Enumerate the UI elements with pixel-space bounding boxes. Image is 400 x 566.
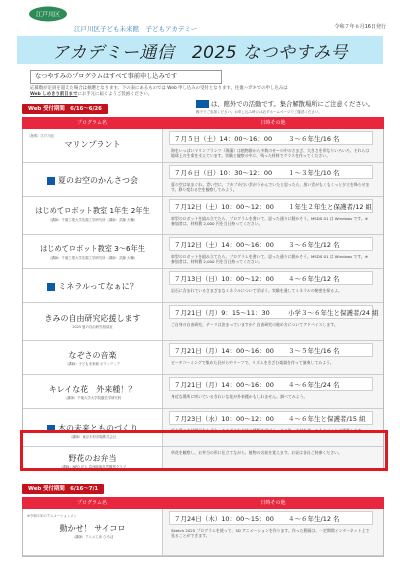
logo-text: 江戸川区 (35, 11, 61, 19)
page-title: アカデミー通信 2025 なつやすみ号 (52, 42, 348, 63)
program-row (23, 197, 383, 235)
program-title[interactable] (23, 244, 162, 254)
datetime-cell (163, 197, 383, 234)
program-title[interactable] (23, 281, 162, 292)
program-description: 車型のロボットを組み立てたら、プログラムを書いて、思った通りに動かそう。MSDS 01 は Windows です。※参加者は、材料費 2,000 円を当日持ってください。 (171, 216, 369, 227)
program-date: ７月21日（月）14：00～16：00 (174, 381, 274, 389)
program-title-text: 動かせ！ サイコロ (59, 524, 126, 533)
intro-deadline: Web しめきり前日まで (30, 92, 78, 98)
program-date: ７月21日（月）9：15～11：30 (174, 309, 270, 317)
section1-tab: Web 受付期間 6/16～6/26 (22, 104, 108, 114)
column-program: プログラム名 (77, 120, 107, 126)
program-row (23, 375, 383, 409)
program-cell (23, 341, 163, 374)
program-date: ７月５日（土）14：00～16：00 (174, 135, 273, 143)
datetime-box (169, 165, 373, 179)
program-title[interactable] (23, 139, 162, 150)
datetime-box (169, 305, 379, 319)
program-date: ７月23日（水）10：00～12：00 (174, 415, 274, 423)
program-target: ３～６年生/12 名 (288, 241, 340, 249)
program-title-text: マリンプラント (64, 140, 121, 149)
program-cell (23, 163, 163, 196)
program-title[interactable] (23, 206, 162, 216)
datetime-box (169, 271, 373, 285)
program-target: ３～５年生/16 名 (288, 347, 340, 355)
program-target: ４～６年生/24 名 (288, 381, 340, 389)
title-banner (17, 36, 383, 64)
program-title-text: はじめてロボット教室 1年生 2年生 (35, 206, 150, 215)
datetime-cell (163, 235, 383, 268)
program-date: ７月24日（木）10：00～15：00 (174, 515, 274, 523)
program-description: 草花を観察し、お弁当の形に仕立てながら、植物の名前を覚えます。お昼は各自ご持参ください。 (171, 450, 342, 455)
program-cell (23, 235, 163, 268)
program-target: 小学３～６年生と保護者/24 組 (288, 309, 379, 317)
program-org: （講師）東京木材市場株式会社 (68, 435, 117, 439)
program-title[interactable] (23, 384, 162, 395)
program-org: （講師）千葉工業大学先端工学研究所（講師：武藤 大輔） (47, 218, 138, 222)
program-target: ４～６年生/12 名 (288, 275, 340, 283)
program-description: ビーチコーミングで集めた貝がらやリーフで、リズムをきざむ楽器を作って演奏してみよう。 (171, 360, 334, 365)
program-cell (23, 269, 163, 302)
program-org: （講師）千葉大学大学院園芸学研究科 (63, 396, 122, 400)
highlight-frame (20, 430, 388, 471)
program-date: ７月６日（日）10：30～12：00 (174, 169, 273, 177)
datetime-box (169, 343, 373, 357)
program-org: （講師）NPO 法人 葛西臨海自然観察クラブ (58, 465, 127, 469)
outing-icon (47, 283, 55, 291)
program-description: 新木場の木材問屋をたずね、さまざまな木材の種類を学ぼう。その後、木材を使ったものづくりに挑戦します。 (171, 428, 366, 433)
program-top-org: （指導）江戸川区 (27, 134, 55, 138)
program-row (23, 163, 383, 197)
datetime-box (169, 511, 373, 525)
program-title-text: 野花のお弁当 (68, 454, 117, 463)
column2-datetime: 日時その他 (260, 500, 286, 506)
intro-line1: 応募数が定員を超えた場合は抽選となります。下の表にあるものでは Web 申し込みの受付となります。往復ハガキでの申し込みは (30, 86, 288, 91)
program-target: １～３年生/10 名 (288, 169, 340, 177)
program-description: 車型のロボットを組み立てたら、プログラムを書いて、思った通りに動かそう。MSDS 01 は Windows です。※参加者は、材料費 2,000 円を当日持ってください。 (171, 254, 369, 265)
datetime-cell (163, 375, 383, 408)
table2-header (22, 497, 384, 509)
program-description: ご自身の自由研究、テーマは決まっていますか？自由研究の進め方についてアドバイスします。 (171, 322, 338, 327)
datetime-box (169, 199, 373, 213)
intro-text (30, 86, 380, 98)
program-org: 2025 夏の自由研究相談室 (72, 325, 113, 329)
program-description: 海をいっぱいマリンプランツ（海藻）は植物群から多数のせ～の中のさまざ、大きさを形なりいろいろ。それらは地球上の生命を支えています。実験と観察の中に、残った材料でグラスを作ってください。 (171, 148, 370, 159)
program-title[interactable] (23, 175, 162, 186)
program-org: （講師）千葉工業大学先端工学研究所（講師：武藤 大輔） (47, 256, 138, 260)
issue-date: 令和７年６月16日発行 (334, 24, 386, 30)
program-cell (23, 197, 163, 234)
program-description: 岩石に含まれているさまざまなミネラルについて学ぼう。実験を通してミネラルの秘密を探るよ。 (171, 288, 342, 293)
legend-text: は、館外での活動です。集合解散場所にご注意ください。 (211, 101, 375, 108)
outing-icon (47, 177, 55, 185)
legend (196, 99, 374, 108)
notice-box: なつやすみのプログラムはすべて事前申し込みです (30, 70, 222, 84)
program-title[interactable] (23, 523, 162, 534)
program-cell (23, 375, 163, 408)
program-target: １年生２年生と保護者/12 組 (288, 203, 373, 211)
program-date: ７月12日（土）14：00～16：00 (174, 241, 274, 249)
program-row (23, 129, 383, 163)
program-org: （講師）子ども未来館 ボランティア (64, 362, 121, 366)
outing-marker-icon (196, 100, 209, 108)
program-title-text: はじめてロボット教室 3～6年生 (40, 244, 145, 253)
program-row (23, 269, 383, 303)
program-title-text: 木の未来とものづくり (58, 424, 138, 433)
program-org: （講師）アニメ工房 ひろば (71, 535, 114, 539)
datetime-cell (163, 163, 383, 196)
program-cell (23, 303, 163, 340)
datetime-cell (163, 269, 383, 302)
program-date: ７月12日（土）10：00～12：00 (174, 203, 274, 211)
logo (28, 6, 68, 22)
program-title[interactable] (23, 350, 162, 361)
program-row (23, 303, 383, 341)
program-target: ４～６年生/12 名 (288, 515, 340, 523)
datetime-box (169, 131, 373, 145)
program-title-text: キレイな花 外来種！？ (48, 385, 137, 394)
datetime-cell (163, 341, 383, 374)
datetime-box (169, 377, 373, 391)
section2-tab: Web 受付期間 6/16～7/1 (22, 484, 104, 494)
datetime-box (169, 411, 373, 425)
datetime-cell (163, 509, 383, 555)
program-title-text: 夏のお空のかんさつ会 (58, 176, 138, 185)
program-date: ７月21日（月）14：00～16：00 (174, 347, 274, 355)
header-org: 江戸川区子ども未来館 子どもアカデミー (74, 25, 198, 33)
program-row (23, 341, 383, 375)
program-description: 夏の空は気まぐれ。青い空に、プカプカ白い雲がうかんでいたと思ったら、黒い雲がもくもくっと夕立を降らせます。移り変わる空を観察してみよう。 (171, 182, 370, 193)
datetime-cell (163, 303, 383, 340)
program-title[interactable] (23, 313, 162, 324)
program-table-2 (22, 509, 384, 557)
intro-line2: にお手元に届くようご投函ください。 (77, 92, 153, 98)
program-cell (23, 129, 163, 162)
datetime-cell (163, 129, 383, 162)
program-date: ７月13日（日）10：00～12：00 (174, 275, 274, 283)
program-target: ３～６年生/16 名 (288, 135, 340, 143)
program-title-text: ミネラルってなぁに？ (58, 282, 138, 291)
program-title-text: きみの自由研究応援します (44, 314, 141, 323)
program-description: Sketch 2025 プログラムを使って、3D アニメーションを作ります。作った動画は、一定期間インターネット上で見ることができます。 (171, 528, 370, 539)
program-cell (23, 509, 163, 555)
program-row (23, 235, 383, 269)
program-target: ４～６年生と保護者/15 組 (288, 415, 366, 423)
column2-program: プログラム名 (77, 500, 107, 506)
program-title-text: なぞさの音楽 (68, 351, 117, 360)
legend-sub: 親子でご参加ください。お申し込み時には必ずホームページでご確認ください。 (196, 110, 322, 114)
program-description: 身近な場所に咲いているきれいな花が外来種かもしれません。調べてみよう。 (171, 394, 308, 399)
column-datetime: 日時その他 (260, 120, 286, 126)
table-header (22, 117, 384, 129)
program-row (23, 509, 383, 556)
datetime-box (169, 237, 373, 251)
program-top-org: ※令和５年のアニメーションメン (27, 514, 77, 518)
program-table (22, 129, 384, 471)
